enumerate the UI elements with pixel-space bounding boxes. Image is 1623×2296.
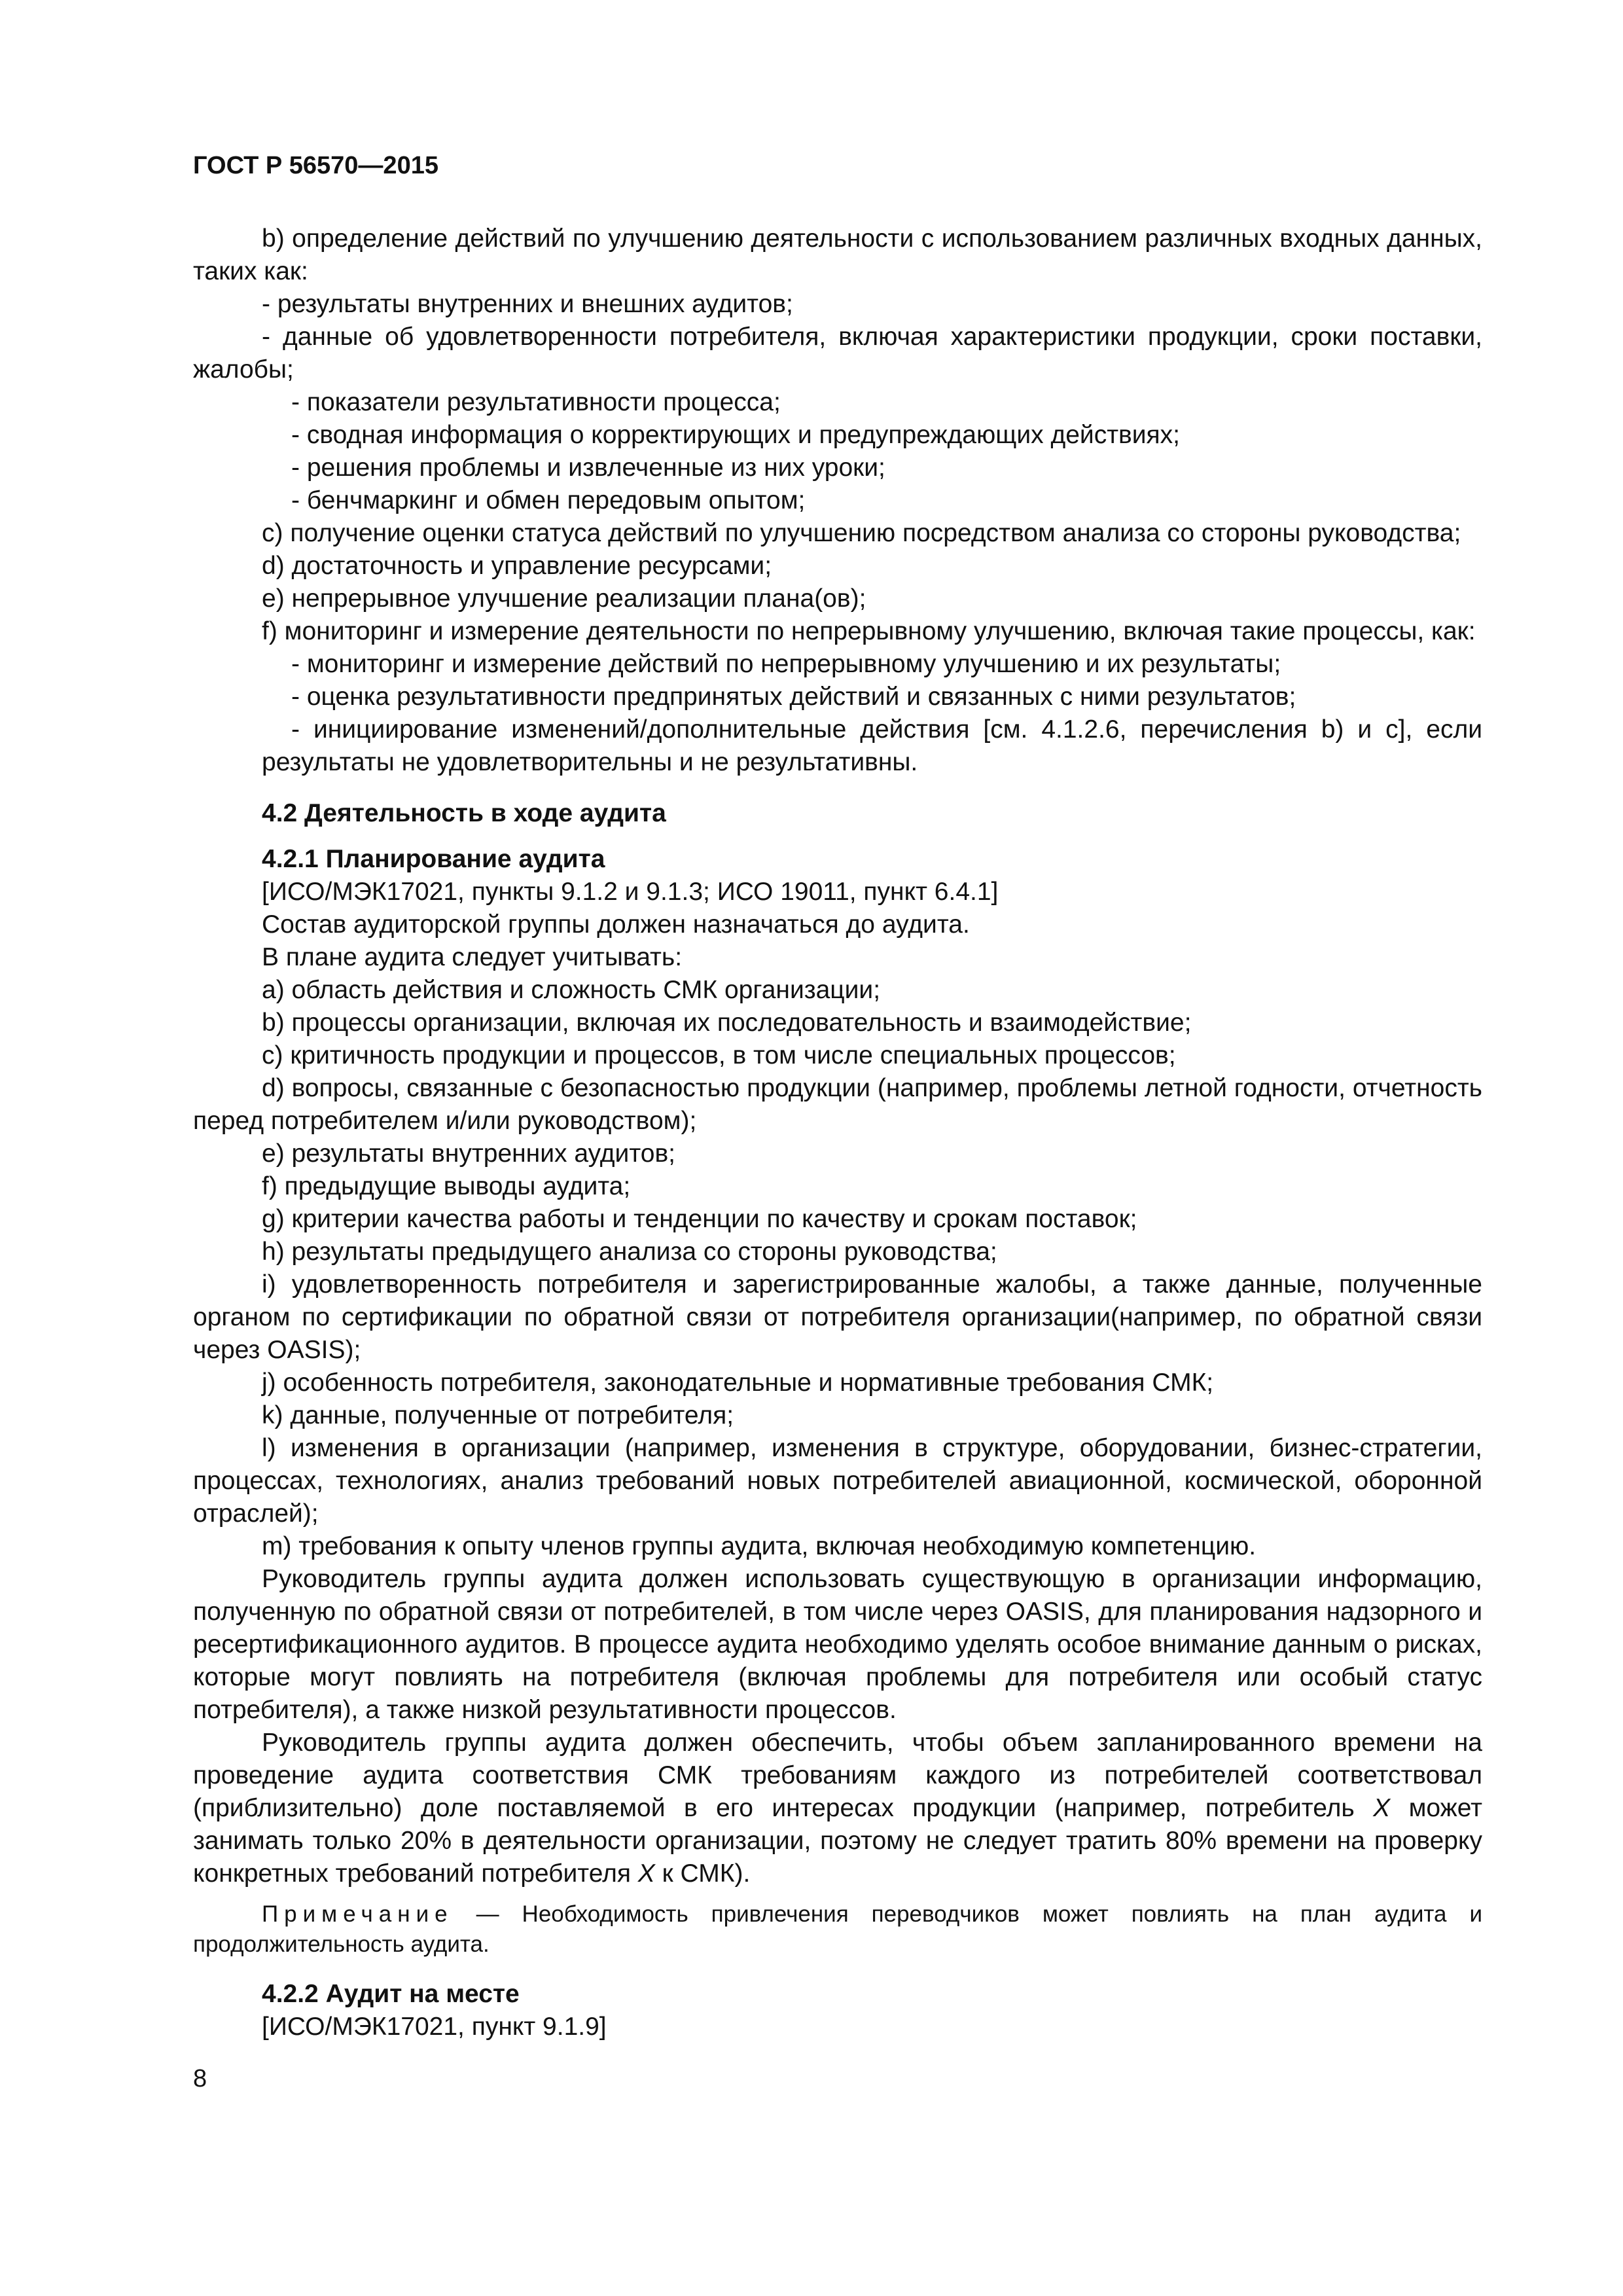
list-subitem: - решения проблемы и извлеченные из них уроки; [291,454,885,482]
plan-item: i) удовлетворенность потребителя и зарегистрированные жалобы, а также данные, полученные органом по сертификации по обратной связи от потребителя организации(например, по обратной связи через OASIS); [193,1270,1482,1364]
plan-item: h) результаты предыдущего анализа со стороны руководства; [262,1238,997,1266]
reference: [ИСО/МЭК17021, пункт 9.1.9] [262,2013,607,2041]
text-run-italic: X [637,1859,655,1888]
list-subitem: - данные об удовлетворенности потребителя, включая характеристики продукции, сроки поставки, жалобы; [193,323,1482,384]
plan-item: d) вопросы, связанные с безопасностью продукции (например, проблемы летной годности, отчетность перед потребителем и/или руководством); [193,1074,1482,1135]
list-item-f: f) мониторинг и измерение деятельности по непрерывному улучшению, включая такие процессы, как: [262,617,1476,645]
list-item-b: b) определение действий по улучшению деятельности с использованием различных входных данных, таких как: [193,224,1482,285]
plan-item: k) данные, полученные от потребителя; [262,1401,734,1429]
note-text: — Необходимость привлечения переводчиков может повлиять на план аудита и продолжительность аудита. [193,1901,1482,1957]
text-run: Руководитель группы аудита должен обеспечить, чтобы объем запланированного времени на проведение аудита соответствия СМК требованиям каждого из потребителей соответствовал (приблизительно) доле поставляемой в его интересах продукции (например, потребитель [193,1729,1482,1822]
list-subitem: - результаты внутренних и внешних аудитов; [262,290,793,318]
list-item-e: e) непрерывное улучшение реализации плана(ов); [262,584,866,613]
list-subitem: - бенчмаркинг и обмен передовым опытом; [291,486,806,514]
plan-item: b) процессы организации, включая их последовательность и взаимодействие; [262,1009,1192,1037]
plan-item: l) изменения в организации (например, изменения в структуре, оборудовании, бизнес-стратегии, процессах, технологиях, анализ требований новых потребителей авиационной, космической, оборонной отраслей); [193,1434,1482,1528]
text-run: к СМК). [654,1859,751,1888]
paragraph [193,1727,1482,1890]
plan-item: g) критерии качества работы и тенденции по качеству и срокам поставок; [262,1205,1137,1233]
text-run-italic: X [1373,1794,1391,1822]
list-subitem: - мониторинг и измерение действий по непрерывному улучшению и их результаты; [291,650,1281,678]
note [193,1899,1482,1960]
page-number: 8 [193,2065,207,2092]
plan-item: f) предыдущие выводы аудита; [262,1172,631,1200]
list-subitem: - показатели результативности процесса; [291,388,781,416]
plan-item: j) особенность потребителя, законодательные и нормативные требования СМК; [262,1369,1214,1397]
document-header: ГОСТ Р 56570—2015 [193,152,438,179]
section-heading: 4.2 Деятельность в ходе аудита [262,799,666,827]
paragraph: Руководитель группы аудита должен использовать существующую в организации информацию, полученную по обратной связи от потребителей, в том числе через OASIS, для планирования надзорного и ресертификационного аудитов. В процессе аудита необходимо уделять особое внимание данным о рисках, которые могут повлиять на потребителя (включая проблемы для потребителя или особый статус потребителя), а также низкой результативности процессов. [193,1565,1482,1724]
plan-item: m) требования к опыту членов группы аудита, включая необходимую компетенцию. [262,1532,1257,1560]
note-label: Примечание [262,1901,454,1927]
paragraph: Состав аудиторской группы должен назначаться до аудита. [262,910,970,939]
text-run: может занимать только 20% в деятельности организации, поэтому не следует тратить 80% времени на проверку конкретных требований потребителя [193,1794,1483,1888]
plan-item: e) результаты внутренних аудитов; [262,1139,675,1168]
paragraph: В плане аудита следует учитывать: [262,943,683,971]
list-subitem: - сводная информация о корректирующих и предупреждающих действиях; [291,421,1181,449]
reference: [ИСО/МЭК17021, пункты 9.1.2 и 9.1.3; ИСО 19011, пункт 6.4.1] [262,878,999,906]
body-text [193,223,1482,2043]
plan-item: c) критичность продукции и процессов, в том числе специальных процессов; [262,1041,1176,1069]
list-item-d: d) достаточность и управление ресурсами; [262,552,772,580]
subsection-heading: 4.2.1 Планирование аудита [262,845,605,873]
list-subitem: - оценка результативности предпринятых действий и связанных с ними результатов; [291,683,1296,711]
subsection-heading: 4.2.2 Аудит на месте [262,1980,520,2008]
list-item-c: c) получение оценки статуса действий по улучшению посредством анализа со стороны руководства; [262,519,1461,547]
list-subitem: - инициирование изменений/дополнительные действия [см. 4.1.2.6, перечисления b) и c], если результаты не удовлетворительны и не результативны. [262,715,1482,776]
plan-item: a) область действия и сложность СМК организации; [262,976,881,1004]
